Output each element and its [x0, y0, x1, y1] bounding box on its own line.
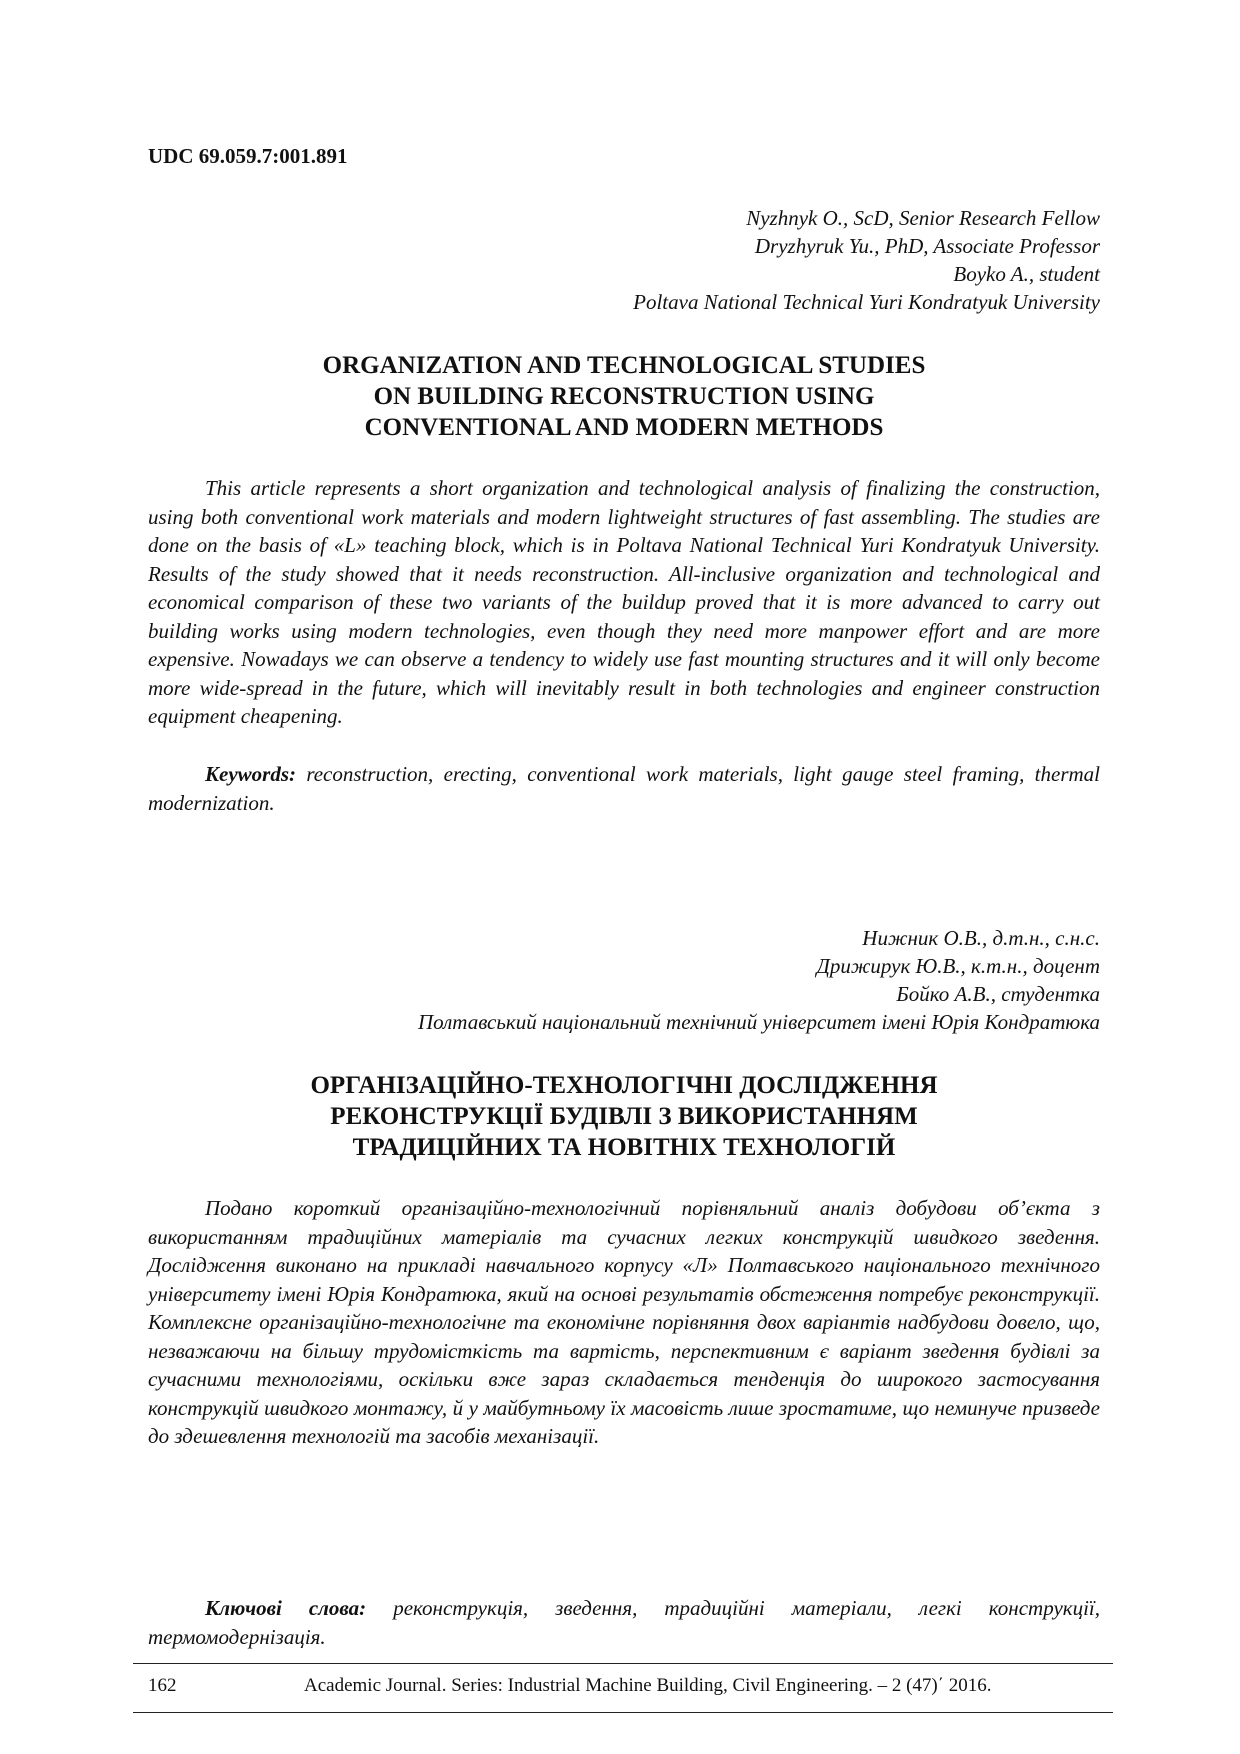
english-abstract: This article represents a short organization and technological analysis of finalizing the construction, using both conventional work materials and modern lightweight structures of fast assembling. The studies are done on the basis of «L» teaching block, which is in Poltava National Technical Yuri Kondratyuk University. Results of the study showed that it needs reconstruction. All-inclusive organization and technological and economical comparison of these two variants of the buildup proved that it is more advanced to carry out building works using modern technologies, even though they need more manpower effort and are more expensive. Nowadays we can observe a tendency to widely use fast mounting structures and it will only become more wide-spread in the future, which will inevitably result in both technologies and engineer construction equipment cheapening.: [148, 476, 1100, 728]
journal-citation: Academic Journal. Series: Industrial Machine Building, Civil Engineering. – 2 (47)΄ 2016.: [304, 1675, 992, 1696]
title-line: ORGANIZATION AND TECHNOLOGICAL STUDIES: [322, 352, 926, 379]
affiliation-line: Poltava National Technical Yuri Kondratyuk University: [633, 290, 1100, 314]
ukrainian-article-title: [148, 1070, 1100, 1163]
title-line: CONVENTIONAL AND MODERN METHODS: [364, 414, 884, 441]
english-article-title: [148, 350, 1100, 443]
footer-bottom-rule: [133, 1712, 1113, 1713]
affiliation-line: Полтавський національний технічний університет імені Юрія Кондратюка: [417, 1010, 1100, 1034]
keywords-text: reconstruction, erecting, conventional work materials, light gauge steel framing, thermal modernization.: [148, 762, 1101, 815]
udc-code: UDC 69.059.7:001.891: [148, 144, 348, 168]
keywords-text: реконструкція, зведення, традиційні матеріали, легкі конструкції, термомодернізація.: [148, 1596, 1101, 1649]
page-number: 162: [148, 1675, 177, 1696]
title-line: ON BUILDING RECONSTRUCTION USING: [373, 383, 875, 410]
author-line: Dryzhyruk Yu., PhD, Associate Professor: [754, 234, 1100, 258]
ukrainian-keywords: [148, 1594, 1100, 1651]
english-author-block: [633, 204, 1100, 316]
author-line: Дрижирук Ю.В., к.т.н., доцент: [816, 954, 1100, 978]
title-line: РЕКОНСТРУКЦІЇ БУДІВЛІ З ВИКОРИСТАННЯМ: [330, 1103, 918, 1130]
keywords-label: Ключові слова:: [205, 1596, 367, 1620]
author-line: Бойко А.В., студентка: [896, 982, 1100, 1006]
ukrainian-abstract: Подано короткий організаційно-технологічний порівняльний аналіз добудови об’єкта з використанням традиційних матеріалів та сучасних легких конструкцій швидкого зведення. Дослідження виконано на прикладі навчального корпусу «Л» Полтавського національного технічного університету імені Юрія Кондратюка, який на основі результатів обстеження потребує реконструкції. Комплексне організаційно-технологічне та економічне порівняння двох варіантів надбудови довело, що, незважаючи на більшу трудомісткість та вартість, перспективним є варіант зведення будівлі за сучасними технологіями, оскільки вже зараз складається тенденція до широкого застосування конструкцій швидкого монтажу, й у майбутньому їх масовість лише зростатиме, що неминуче призведе до здешевлення технологій та засобів механізації.: [148, 1196, 1100, 1448]
author-line: Nyzhnyk O., ScD, Senior Research Fellow: [746, 206, 1100, 230]
footer-top-rule: [133, 1663, 1113, 1664]
title-line: ТРАДИЦІЙНИХ ТА НОВІТНІХ ТЕХНОЛОГІЙ: [352, 1134, 896, 1161]
keywords-label: Keywords:: [205, 762, 296, 786]
author-line: Boyko A., student: [953, 262, 1100, 286]
english-keywords: [148, 760, 1100, 817]
author-line: Нижник О.В., д.т.н., с.н.с.: [862, 926, 1100, 950]
ukrainian-author-block: [418, 924, 1100, 1036]
title-line: ОРГАНІЗАЦІЙНО-ТЕХНОЛОГІЧНІ ДОСЛІДЖЕННЯ: [310, 1072, 938, 1099]
